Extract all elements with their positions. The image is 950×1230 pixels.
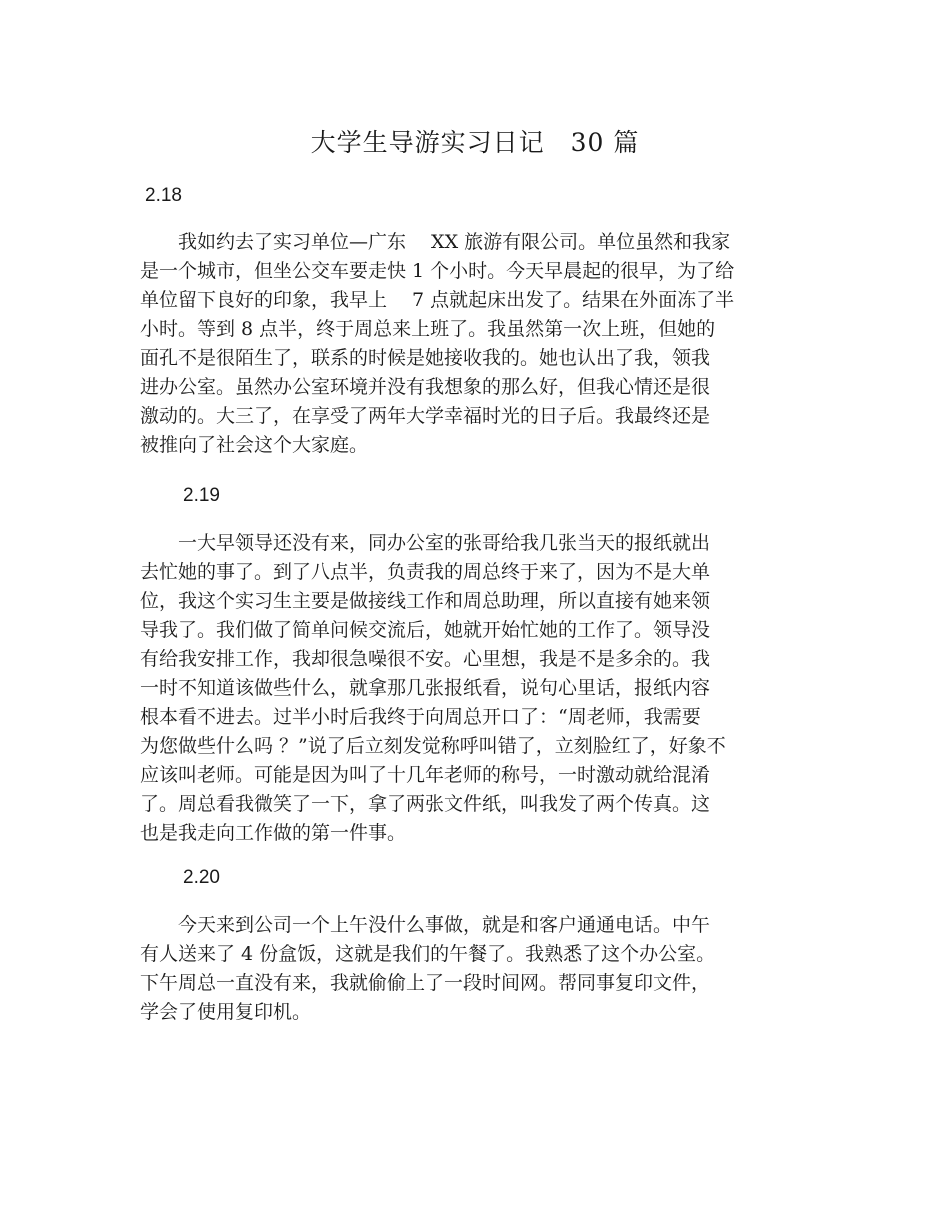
paragraph-line: 被推向了社会这个大家庭。 xyxy=(140,434,369,456)
paragraph-line: 面孔不是很陌生了，联系的时候是她接收我的。她也认出了我，领我 xyxy=(140,347,711,369)
entry-date: 2.20 xyxy=(183,867,220,888)
entry-paragraph xyxy=(140,529,780,848)
entry-date: 2.18 xyxy=(145,185,182,206)
paragraph-line: 根本看不进去。过半小时后我终于向周总开口了：“周老师，我需要 xyxy=(140,706,701,728)
paragraph-line: 一大早领导还没有来，同办公室的张哥给我几张当天的报纸就出 xyxy=(140,532,711,554)
paragraph-line: 为您做些什么吗 ？”说了后立刻发觉称呼叫错了，立刻脸红了，好象不 xyxy=(140,735,726,757)
entry-paragraph xyxy=(140,228,780,460)
paragraph-line: 学会了使用复印机。 xyxy=(140,1001,312,1023)
entry-paragraph xyxy=(140,911,780,1027)
paragraph-line: 有人送来了 4 份盒饭，这就是我们的午餐了。我熟悉了这个办公室。 xyxy=(140,943,716,965)
paragraph-line: 小时。等到 8 点半，终于周总来上班了。我虽然第一次上班，但她的 xyxy=(140,318,716,340)
paragraph-line: 是一个城市，但坐公交车要走快 1 个小时。今天早晨起的很早，为了给 xyxy=(140,260,735,282)
paragraph-line: 也是我走向工作做的第一件事。 xyxy=(140,822,407,844)
paragraph-line: 导我了。我们做了简单问候交流后，她就开始忙她的工作了。领导没 xyxy=(140,619,711,641)
paragraph-line: 位，我这个实习生主要是做接线工作和周总助理，所以直接有她来领 xyxy=(140,590,711,612)
paragraph-line: 进办公室。虽然办公室环境并没有我想象的那么好，但我心情还是很 xyxy=(140,376,711,398)
paragraph-line: 应该叫老师。可能是因为叫了十几年老师的称号，一时激动就给混淆 xyxy=(140,764,711,786)
paragraph-line: 了。周总看我微笑了一下，拿了两张文件纸，叫我发了两个传真。这 xyxy=(140,793,711,815)
paragraph-line: 有给我安排工作，我却很急噪很不安。心里想，我是不是多余的。我 xyxy=(140,648,711,670)
paragraph-line: 一时不知道该做些什么，就拿那几张报纸看，说句心里话，报纸内容 xyxy=(140,677,711,699)
paragraph-line: 单位留下良好的印象，我早上 7 点就起床出发了。结果在外面冻了半 xyxy=(140,289,735,311)
paragraph-line: 下午周总一直没有来，我就偷偷上了一段时间网。帮同事复印文件， xyxy=(140,972,711,994)
document-title: 大学生导游实习日记 30 篇 xyxy=(310,128,640,157)
paragraph-line: 激动的。大三了，在享受了两年大学幸福时光的日子后。我最终还是 xyxy=(140,405,711,427)
paragraph-line: 今天来到公司一个上午没什么事做，就是和客户通通电话。中午 xyxy=(140,914,711,936)
paragraph-line: 去忙她的事了。到了八点半，负责我的周总终于来了，因为不是大单 xyxy=(140,561,711,583)
paragraph-line: 我如约去了实习单位—广东 XX 旅游有限公司。单位虽然和我家 xyxy=(140,231,731,253)
entry-date: 2.19 xyxy=(183,485,220,506)
